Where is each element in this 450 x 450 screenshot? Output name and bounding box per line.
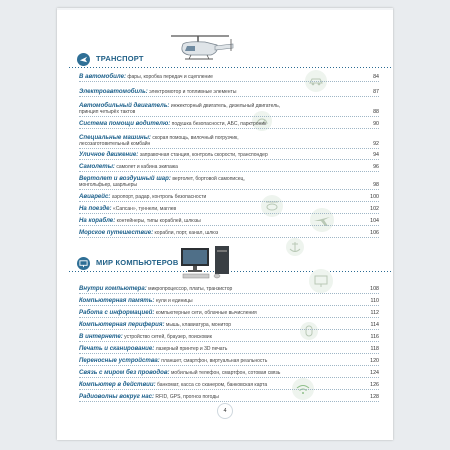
entry-dotted-separator [79, 96, 379, 97]
entry-description: банкомат, касса со сканером, банковская карта [157, 382, 268, 388]
entry-dotted-separator [79, 389, 379, 390]
entry-dotted-separator [79, 159, 379, 160]
entry-dotted-separator [79, 189, 379, 190]
entry-page-number: 98 [373, 182, 379, 188]
toc-entry[interactable] [79, 382, 379, 388]
entry-page-number: 102 [370, 206, 379, 212]
entry-description: компьютерные сети, облачные вычисления [155, 310, 257, 316]
entry-dotted-separator [79, 329, 379, 330]
entry-page-number: 88 [373, 109, 379, 115]
entry-dotted-separator [79, 171, 379, 172]
entry-dotted-separator [79, 341, 379, 342]
entry-page-number: 112 [370, 310, 379, 316]
entry-dotted-separator [79, 293, 379, 294]
computer-illustration [179, 244, 239, 280]
page-number: 4 [217, 403, 233, 419]
entry-dotted-separator [79, 353, 379, 354]
entry-description: «Сапсан», туннели, маглев [112, 206, 177, 212]
entry-description: планшет, смартфон, виртуальная реальность [161, 358, 268, 364]
toc-entry[interactable] [79, 103, 379, 115]
toc-entry[interactable] [79, 206, 379, 212]
entry-dotted-separator [79, 365, 379, 366]
entry-title: В интернете: [79, 333, 123, 340]
entry-page-number: 128 [370, 394, 379, 400]
entry-description: аэропорт, радар, контроль безопасности [111, 194, 207, 200]
entry-title: Вертолет и воздушный шар: [79, 175, 171, 182]
entry-page-number: 94 [373, 152, 379, 158]
section-title: ТРАНСПОРТ [96, 54, 144, 63]
entry-dotted-separator [79, 401, 379, 402]
entry-description: инжекторный двигатель, дизельный двигатель, [170, 103, 281, 109]
entry-page-number: 87 [373, 89, 379, 95]
entry-page-number: 100 [370, 194, 379, 200]
toc-entry[interactable] [79, 218, 379, 224]
entry-title: Автомобильный двигатель: [79, 102, 170, 109]
entry-title: Специальные машины: [79, 134, 151, 141]
toc-entry[interactable] [79, 310, 379, 316]
entry-page-number: 108 [370, 286, 379, 292]
entry-title: Переносные устройства: [79, 357, 160, 364]
section-title: МИР КОМПЬЮТЕРОВ [96, 258, 179, 267]
entry-description: вертолет, бортовой самописец, [172, 176, 245, 182]
entry-title: На корабле: [79, 217, 116, 224]
entry-description: контейнеры, типы кораблей, шлюзы [116, 218, 201, 224]
entry-page-number: 124 [370, 370, 379, 376]
entry-description: нули и единицы [155, 298, 193, 304]
entry-page-number: 92 [373, 141, 379, 147]
entry-title: Компьютерная память: [79, 297, 155, 304]
entry-description: самолет и кабина экипажа [116, 164, 178, 170]
toc-entry[interactable] [79, 121, 379, 127]
toc-entry[interactable] [79, 334, 379, 340]
toc-entry[interactable] [79, 152, 379, 158]
entry-dotted-separator [79, 148, 379, 149]
entry-description-cont: принцип четырёх тактов [79, 109, 136, 115]
entry-page-number: 116 [370, 334, 379, 340]
entry-title: Авиарейс: [79, 193, 111, 200]
entry-title: Самолеты: [79, 163, 115, 170]
entry-page-number: 104 [370, 218, 379, 224]
entry-description: микропроцессор, платы, транзистор [148, 286, 233, 292]
entry-dotted-separator [79, 213, 379, 214]
toc-entry[interactable] [79, 394, 379, 400]
entry-title: В автомобиле: [79, 73, 126, 80]
entry-page-number: 106 [370, 230, 379, 236]
entry-description-cont: лесозаготовительный комбайн [79, 141, 151, 147]
entry-title: Печать и сканирование: [79, 345, 155, 352]
toc-entry[interactable] [79, 176, 379, 188]
dotted-rule [69, 67, 391, 68]
entry-title: Радиоволны вокруг нас: [79, 393, 155, 400]
entry-title: Электроавтомобиль: [79, 88, 148, 95]
entry-title: Работа с информацией: [79, 309, 155, 316]
entry-page-number: 90 [373, 121, 379, 127]
top-band [57, 8, 393, 10]
entry-description: скорая помощь, вилочный погрузчик, [152, 135, 239, 141]
anchor-icon [286, 238, 304, 256]
entry-description: фары, коробка передач и сцепление [127, 74, 213, 80]
entry-description-cont: монгольфьер, шарльеры [79, 182, 138, 188]
toc-entry[interactable] [79, 89, 379, 95]
entry-description: устройство сетей, браузер, поисковик [124, 334, 212, 340]
toc-entry[interactable] [79, 286, 379, 292]
entry-page-number: 120 [370, 358, 379, 364]
entry-title: Внутри компьютера: [79, 285, 147, 292]
entry-description: электромотор и топливные элементы [149, 89, 237, 95]
toc-entry[interactable] [79, 346, 379, 352]
entry-page-number: 118 [370, 346, 379, 352]
entry-page-number: 110 [370, 298, 379, 304]
entry-title: Компьютер в действии: [79, 381, 156, 388]
entry-page-number: 84 [373, 74, 379, 80]
entry-dotted-separator [79, 225, 379, 226]
entry-description: RFID, GPS, прогноз погоды [155, 394, 219, 400]
entry-dotted-separator [79, 237, 379, 238]
toc-entry[interactable] [79, 358, 379, 364]
toc-entry[interactable] [79, 74, 379, 80]
entry-title: Связь с миром без проводов: [79, 369, 170, 376]
toc-entry[interactable] [79, 322, 379, 328]
entry-dotted-separator [79, 305, 379, 306]
toc-entry[interactable] [79, 230, 379, 236]
entry-title: Компьютерная периферия: [79, 321, 165, 328]
helicopter-illustration [165, 32, 235, 66]
transport-section-icon [77, 53, 90, 66]
entry-title: Уличное движение: [79, 151, 139, 158]
entry-dotted-separator [79, 128, 379, 129]
entry-page-number: 126 [370, 382, 379, 388]
entry-description: подушка безопасности, АБС, парктроник [171, 121, 267, 127]
entry-dotted-separator [79, 317, 379, 318]
book-page [57, 8, 393, 440]
entry-dotted-separator [79, 377, 379, 378]
toc-entry[interactable] [79, 298, 379, 304]
entry-dotted-separator [79, 201, 379, 202]
entry-page-number: 114 [370, 322, 379, 328]
entry-dotted-separator [79, 116, 379, 117]
entry-title: Система помощи водителю: [79, 120, 171, 127]
entry-description: мышь, клавиатура, монитор [165, 322, 232, 328]
entry-description: заправочная станция, контроль скорости, транспондер [139, 152, 268, 158]
entry-title: Морское путешествие: [79, 229, 154, 236]
toc-entry[interactable] [79, 164, 379, 170]
entry-description: корабли, порт, канал, шлюз [154, 230, 219, 236]
monitor-section-icon [77, 257, 90, 270]
entry-title: На поезде: [79, 205, 112, 212]
toc-entry[interactable] [79, 135, 379, 147]
entry-description: мобильный телефон, смартфон, сотовая связь [170, 370, 281, 376]
entry-page-number: 96 [373, 164, 379, 170]
toc-entry[interactable] [79, 194, 379, 200]
entry-dotted-separator [79, 81, 379, 82]
entry-description: лазерный принтер и 3D печать [155, 346, 228, 352]
toc-entry[interactable] [79, 370, 379, 376]
